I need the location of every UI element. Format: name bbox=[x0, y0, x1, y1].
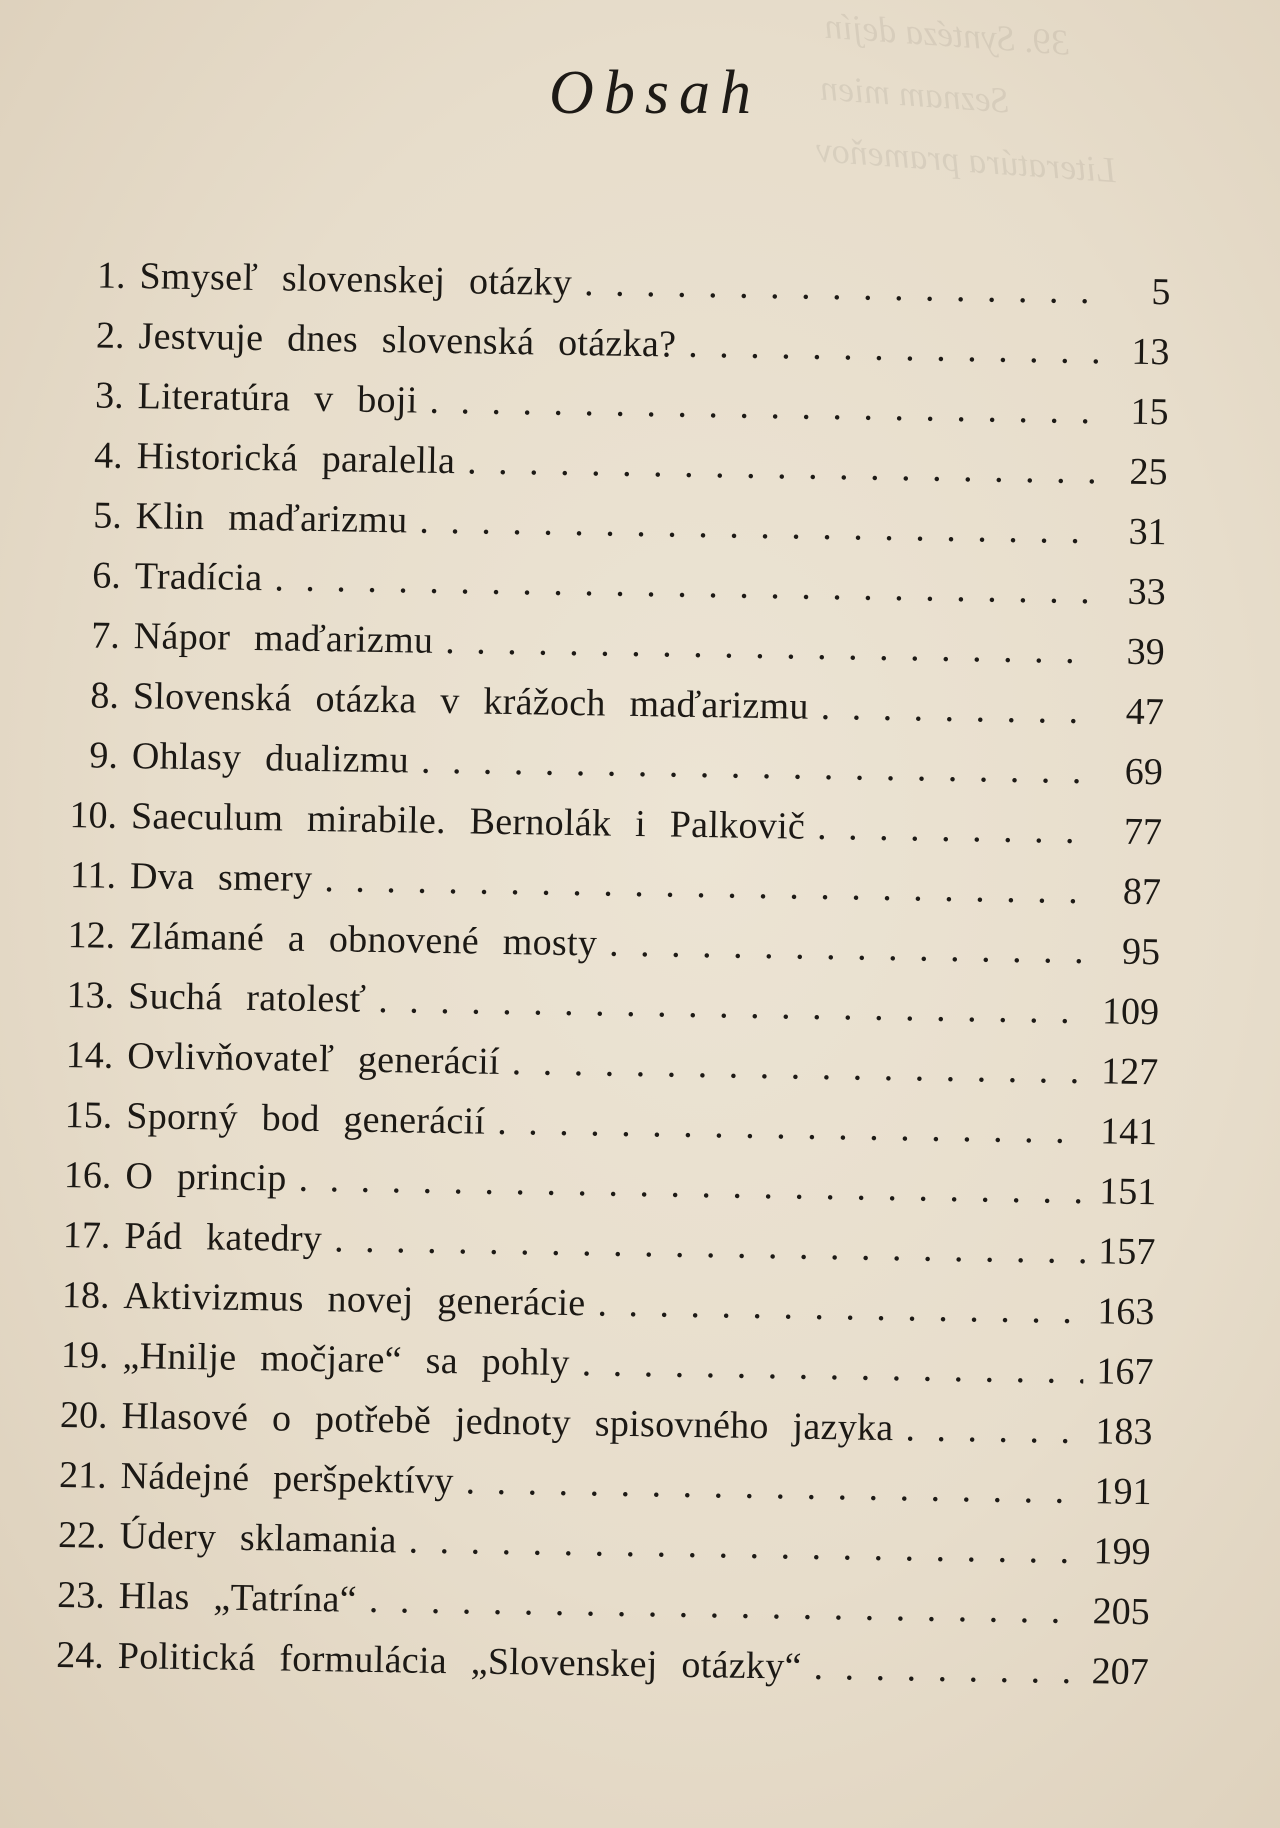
entry-page: 15 bbox=[1130, 390, 1169, 434]
entry-number: 5. bbox=[92, 494, 123, 537]
entry-number: 19. bbox=[60, 1334, 109, 1377]
entry-page: 39 bbox=[1126, 630, 1166, 674]
entry-title: Zlámané a obnovené mosty bbox=[128, 915, 598, 965]
entry-page: 69 bbox=[1124, 750, 1164, 794]
entry-page: 77 bbox=[1123, 810, 1163, 854]
entry-number: 12. bbox=[67, 914, 116, 957]
dot-leader bbox=[569, 1333, 1084, 1401]
entry-page: 167 bbox=[1096, 1350, 1154, 1394]
dot-leader bbox=[801, 1637, 1079, 1701]
entry-number: 21. bbox=[58, 1454, 108, 1497]
entry-number: 4. bbox=[93, 434, 124, 477]
dot-leader bbox=[407, 490, 1097, 561]
entry-page: 5 bbox=[1151, 271, 1171, 314]
entry-title: O princip bbox=[125, 1155, 287, 1200]
dot-leader bbox=[572, 253, 1101, 321]
entry-title: Slovenská otázka v krážoch maďarizmu bbox=[132, 675, 810, 728]
entry-title: Historická paralella bbox=[136, 435, 456, 483]
entry-page: 157 bbox=[1097, 1230, 1156, 1274]
dot-leader bbox=[455, 431, 1098, 501]
entry-number: 2. bbox=[95, 314, 125, 357]
entry-number: 14. bbox=[65, 1034, 114, 1077]
entry-number: 20. bbox=[59, 1394, 108, 1437]
entry-number: 1. bbox=[96, 254, 126, 297]
entry-number: 22. bbox=[57, 1514, 107, 1557]
dot-leader bbox=[893, 1398, 1083, 1461]
entry-number: 6. bbox=[91, 554, 122, 597]
entry-title: Nádejné peršpektívy bbox=[120, 1455, 455, 1503]
entry-number: 7. bbox=[91, 614, 121, 657]
entry-title: Smyseľ slovenskej otázky bbox=[139, 255, 573, 304]
dot-leader bbox=[499, 1032, 1088, 1101]
page-title: Obsah bbox=[549, 59, 761, 127]
entry-title: Saeculum mirabile. Bernolák i Palkovič bbox=[130, 795, 806, 848]
entry-title: Hlas „Tatrína“ bbox=[118, 1574, 358, 1621]
entry-title: Aktivizmus novej generácie bbox=[123, 1275, 586, 1325]
entry-title: Klin maďarizmu bbox=[135, 495, 408, 542]
entry-title: Pád katedry bbox=[124, 1215, 323, 1261]
dot-leader bbox=[805, 797, 1093, 861]
dot-leader bbox=[356, 1570, 1080, 1641]
dot-leader bbox=[417, 371, 1099, 442]
entry-title: Jestvuje dnes slovenská otázka? bbox=[138, 315, 677, 366]
entry-number: 9. bbox=[89, 734, 119, 777]
bleed-line: Literatúra prameňov bbox=[814, 129, 1118, 191]
dot-leader bbox=[366, 970, 1090, 1041]
entry-page: 31 bbox=[1128, 510, 1167, 554]
entry-number: 18. bbox=[61, 1274, 110, 1317]
entry-page: 33 bbox=[1127, 570, 1167, 614]
entry-number: 10. bbox=[69, 794, 118, 837]
entry-page: 205 bbox=[1092, 1590, 1150, 1634]
entry-page: 207 bbox=[1091, 1650, 1150, 1694]
dot-leader bbox=[453, 1451, 1082, 1521]
entry-page: 199 bbox=[1093, 1530, 1151, 1574]
entry-title: Literatúra v boji bbox=[137, 375, 418, 422]
entry-title: „Hnilje močjare“ sa pohly bbox=[122, 1335, 571, 1385]
entry-page: 141 bbox=[1099, 1110, 1158, 1154]
entry-title: Nápor maďarizmu bbox=[133, 615, 434, 662]
entry-page: 25 bbox=[1129, 450, 1168, 494]
dot-leader bbox=[409, 730, 1094, 801]
entry-page: 109 bbox=[1101, 990, 1160, 1034]
entry-title: Hlasové o potřebě jednoty spisovného jazyka bbox=[121, 1395, 894, 1450]
dot-leader bbox=[808, 677, 1094, 741]
entry-page: 87 bbox=[1122, 870, 1162, 914]
table-of-contents bbox=[43, 245, 1170, 1702]
entry-number: 13. bbox=[66, 974, 115, 1017]
dot-leader bbox=[433, 611, 1095, 681]
entry-number: 3. bbox=[94, 374, 124, 417]
entry-title: Dva smery bbox=[129, 855, 313, 900]
entry-page: 183 bbox=[1095, 1410, 1153, 1454]
entry-number: 23. bbox=[56, 1574, 106, 1617]
entry-title: Politická formulácia „Slovenskej otázky“ bbox=[117, 1634, 803, 1688]
entry-page: 151 bbox=[1098, 1170, 1157, 1214]
dot-leader bbox=[396, 1510, 1081, 1581]
entry-page: 127 bbox=[1100, 1050, 1159, 1094]
bleed-line: 39. Syntéza dejín bbox=[823, 5, 1071, 63]
entry-number: 17. bbox=[62, 1214, 111, 1257]
bleed-line: Seznam mien bbox=[819, 67, 1011, 121]
dot-leader bbox=[676, 315, 1100, 382]
dot-leader bbox=[585, 1273, 1085, 1341]
entry-title: Údery sklamania bbox=[119, 1515, 398, 1562]
dot-leader bbox=[597, 913, 1091, 981]
entry-number: 16. bbox=[63, 1154, 112, 1197]
entry-title: Ovlivňovateľ generácií bbox=[126, 1035, 501, 1083]
entry-page: 13 bbox=[1131, 330, 1170, 374]
entry-number: 11. bbox=[69, 854, 117, 897]
entry-title: Tradícia bbox=[134, 555, 263, 600]
entry-title: Suchá ratolesť bbox=[127, 975, 367, 1021]
entry-page: 95 bbox=[1121, 930, 1161, 974]
entry-page: 191 bbox=[1094, 1470, 1152, 1514]
entry-number: 15. bbox=[64, 1094, 113, 1137]
entry-title: Ohlasy dualizmu bbox=[131, 735, 410, 782]
entry-page: 163 bbox=[1097, 1290, 1155, 1334]
dot-leader bbox=[485, 1092, 1088, 1161]
entry-page: 47 bbox=[1125, 690, 1165, 734]
entry-title: Sporný bod generácií bbox=[125, 1095, 486, 1143]
entry-number: 8. bbox=[90, 674, 120, 717]
entry-number: 24. bbox=[56, 1634, 105, 1677]
